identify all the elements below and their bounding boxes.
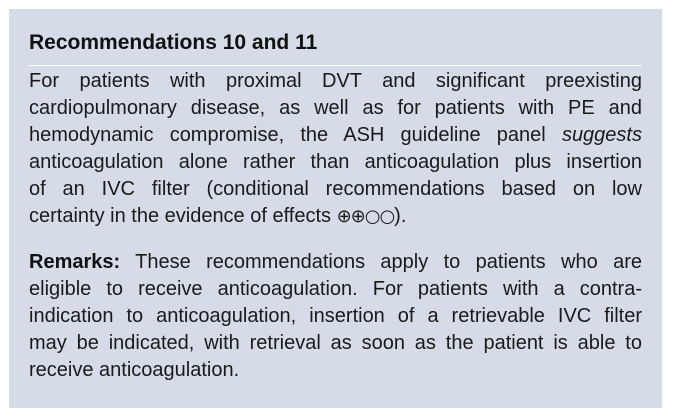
closing-punctuation: ). [394, 205, 407, 227]
recommendation-line: For patients with proximal DVT and significant preexisting [29, 70, 642, 92]
recommendation-text [29, 68, 642, 230]
remarks-text [29, 249, 642, 384]
title-divider [29, 65, 642, 66]
recommendation-box [9, 9, 662, 408]
recommendation-line-text: certainty in the evidence of effects [29, 205, 332, 227]
emphasis-suggests: suggests [561, 124, 642, 146]
remarks-line-text: These recommendations apply to patients who are [135, 251, 642, 273]
remarks-line: may be indicated, with retrieval as soon as the patient is able to [29, 332, 642, 354]
recommendation-line [29, 122, 642, 149]
remarks-line: indication to anticoagulation, insertion of a retrievable IVC filter [29, 305, 642, 327]
recommendation-line [29, 203, 642, 230]
recommendation-line: of an IVC filter (conditional recommendations based on low [29, 178, 642, 200]
recommendation-line-text: hemodynamic compromise, the ASH guideline panel [29, 124, 546, 146]
remarks-line [29, 249, 642, 276]
recommendation-line: anticoagulation alone rather than anticoagulation plus insertion [29, 151, 642, 173]
remarks-line: eligible to receive anticoagulation. For patients with a contra- [29, 278, 642, 300]
certainty-symbols: ⊕⊕○○ [336, 206, 395, 227]
recommendation-line: cardiopulmonary disease, as well as for patients with PE and [29, 97, 642, 119]
remarks-label: Remarks: [29, 251, 121, 273]
remarks-line: receive anticoagulation. [29, 359, 240, 381]
box-title: Recommendations 10 and 11 [29, 31, 318, 54]
